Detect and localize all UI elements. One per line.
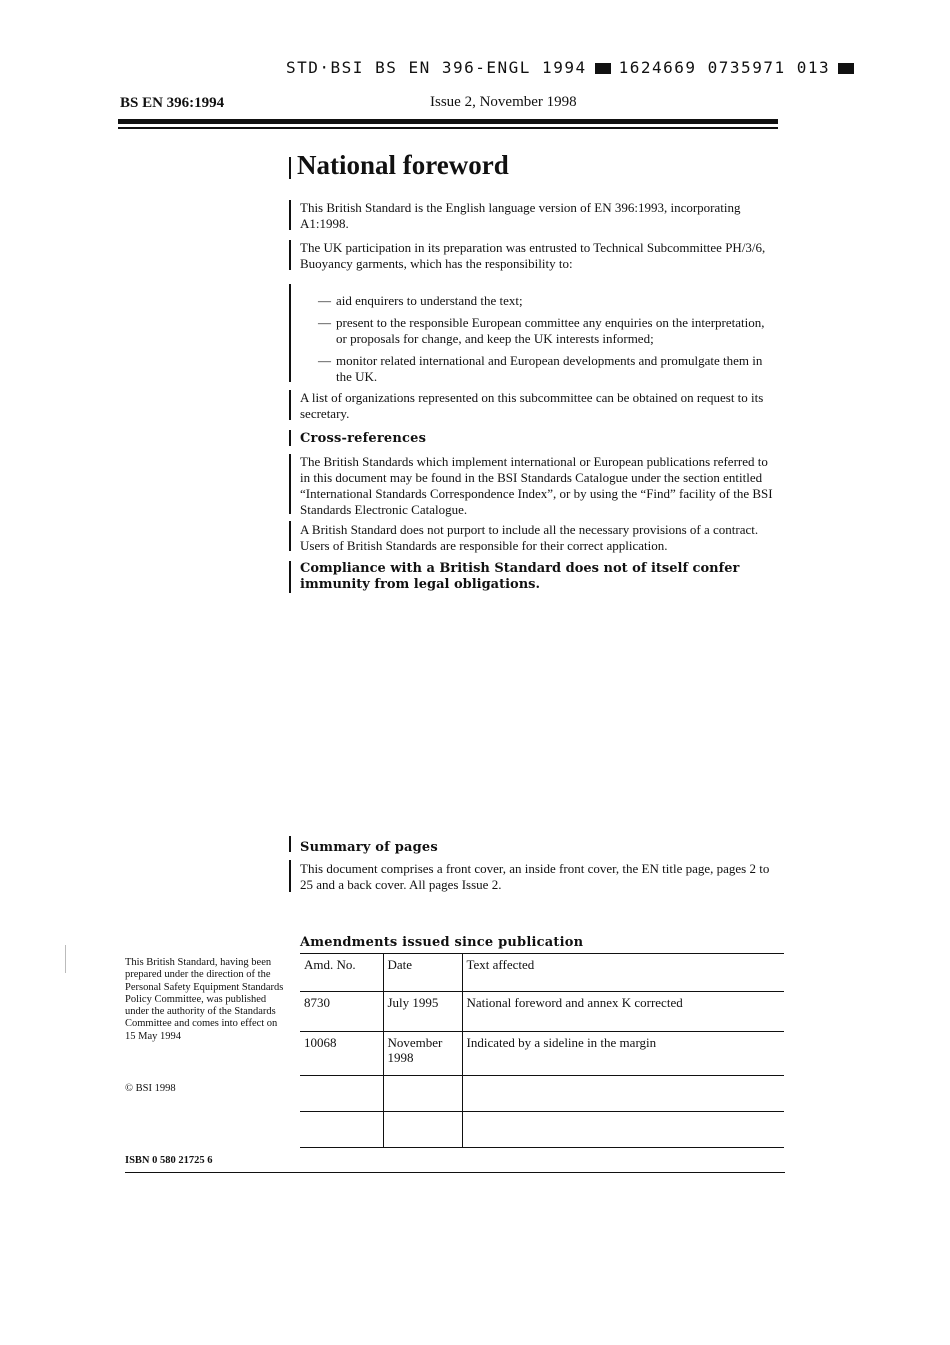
contract-paragraph: A British Standard does not purport to include all the necessary provisions of a contract. Users of British Standards are responsible for their correct application. [300, 522, 759, 553]
date-cell [383, 1112, 462, 1148]
summary-heading: Summary of pages [300, 840, 438, 855]
list-item-text: monitor related international and European developments and promulgate them in the UK. [336, 353, 763, 384]
table-row [300, 1076, 784, 1112]
responsibility-list [318, 293, 778, 391]
block-mark-icon [838, 63, 854, 74]
date-cell [383, 1076, 462, 1112]
text-affected-cell: Indicated by a sideline in the margin [462, 1032, 784, 1076]
publication-note: This British Standard, having been prepared under the direction of the Personal Safety Equipment Standards Policy Committee, was published under the authority of the Standards Committee and comes into effect on 15 May 1994 [125, 957, 284, 1042]
block-mark-icon [595, 63, 611, 74]
change-sideline [289, 454, 291, 514]
amendments-heading: Amendments issued since publication [300, 935, 584, 950]
change-sideline [289, 561, 291, 593]
list-item [318, 293, 778, 309]
amd-no-cell [300, 1112, 383, 1148]
dash-bullet: — [318, 353, 331, 368]
footer-rule [125, 1172, 785, 1173]
dash-bullet: — [318, 293, 331, 308]
organizations-paragraph: A list of organizations represented on this subcommittee can be obtained on request to its secretary. [300, 390, 764, 421]
column-header: Amd. No. [300, 954, 383, 992]
table-row [300, 1032, 784, 1076]
isbn: ISBN 0 580 21725 6 [125, 1155, 213, 1166]
change-sideline [289, 521, 291, 551]
cross-references-paragraph: The British Standards which implement international or European publications referred to in this document may be found in the BSI Standards Catalogue under the section entitled “International Standards Correspondence Index”, or by using the “Find” facility of the BSI Standards Electronic Catalogue. [300, 454, 773, 517]
participation-paragraph: The UK participation in its preparation was entrusted to Technical Subcommittee PH/3/6, Buoyancy garments, which has the responsibility to: [300, 240, 766, 271]
table-header-row [300, 954, 784, 992]
change-sideline [289, 860, 291, 892]
amd-no-cell [300, 1076, 383, 1112]
amendments-table [300, 953, 784, 1148]
change-sideline [289, 200, 291, 230]
summary-paragraph: This document comprises a front cover, an inside front cover, the EN title page, pages 2 to 25 and a back cover. All pages Issue 2. [300, 861, 770, 892]
change-sideline [289, 836, 291, 852]
table-row [300, 1112, 784, 1148]
page-title: National foreword [297, 150, 509, 180]
change-sideline [289, 390, 291, 420]
table-row [300, 992, 784, 1032]
date-cell: July 1995 [383, 992, 462, 1032]
intro-paragraph: This British Standard is the English language version of EN 396:1993, incorporating A1:1998. [300, 200, 741, 231]
column-header: Text affected [462, 954, 784, 992]
text-affected-cell [462, 1112, 784, 1148]
list-item-text: present to the responsible European committee any enquiries on the interpretation, or proposals for change, and keep the UK interests informed; [336, 315, 765, 346]
text-affected-cell: National foreword and annex K corrected [462, 992, 784, 1032]
list-item [318, 353, 778, 385]
issue-date: Issue 2, November 1998 [430, 94, 577, 110]
header-rule [118, 119, 778, 124]
cross-references-heading: Cross-references [300, 431, 427, 446]
scan-header-code [286, 58, 862, 77]
list-item-text: aid enquirers to understand the text; [336, 293, 523, 308]
text-affected-cell [462, 1076, 784, 1112]
list-item [318, 315, 778, 347]
column-header: Date [383, 954, 462, 992]
change-sideline [289, 157, 291, 179]
amd-no-cell: 8730 [300, 992, 383, 1032]
change-sideline [289, 284, 291, 382]
date-cell: November 1998 [383, 1032, 462, 1076]
standard-code: BS EN 396:1994 [120, 95, 225, 111]
change-sideline [289, 430, 291, 446]
amd-no-cell: 10068 [300, 1032, 383, 1076]
header-rule-thin [118, 127, 778, 129]
scan-artifact [65, 945, 66, 973]
scan-header-part2: 1624669 0735971 013 [618, 58, 831, 77]
compliance-statement: Compliance with a British Standard does not of itself confer immunity from legal obligations. [300, 561, 740, 592]
dash-bullet: — [318, 315, 331, 330]
change-sideline [289, 240, 291, 270]
copyright: © BSI 1998 [125, 1083, 176, 1094]
scan-header-part1: STD·BSI BS EN 396-ENGL 1994 [286, 58, 587, 77]
